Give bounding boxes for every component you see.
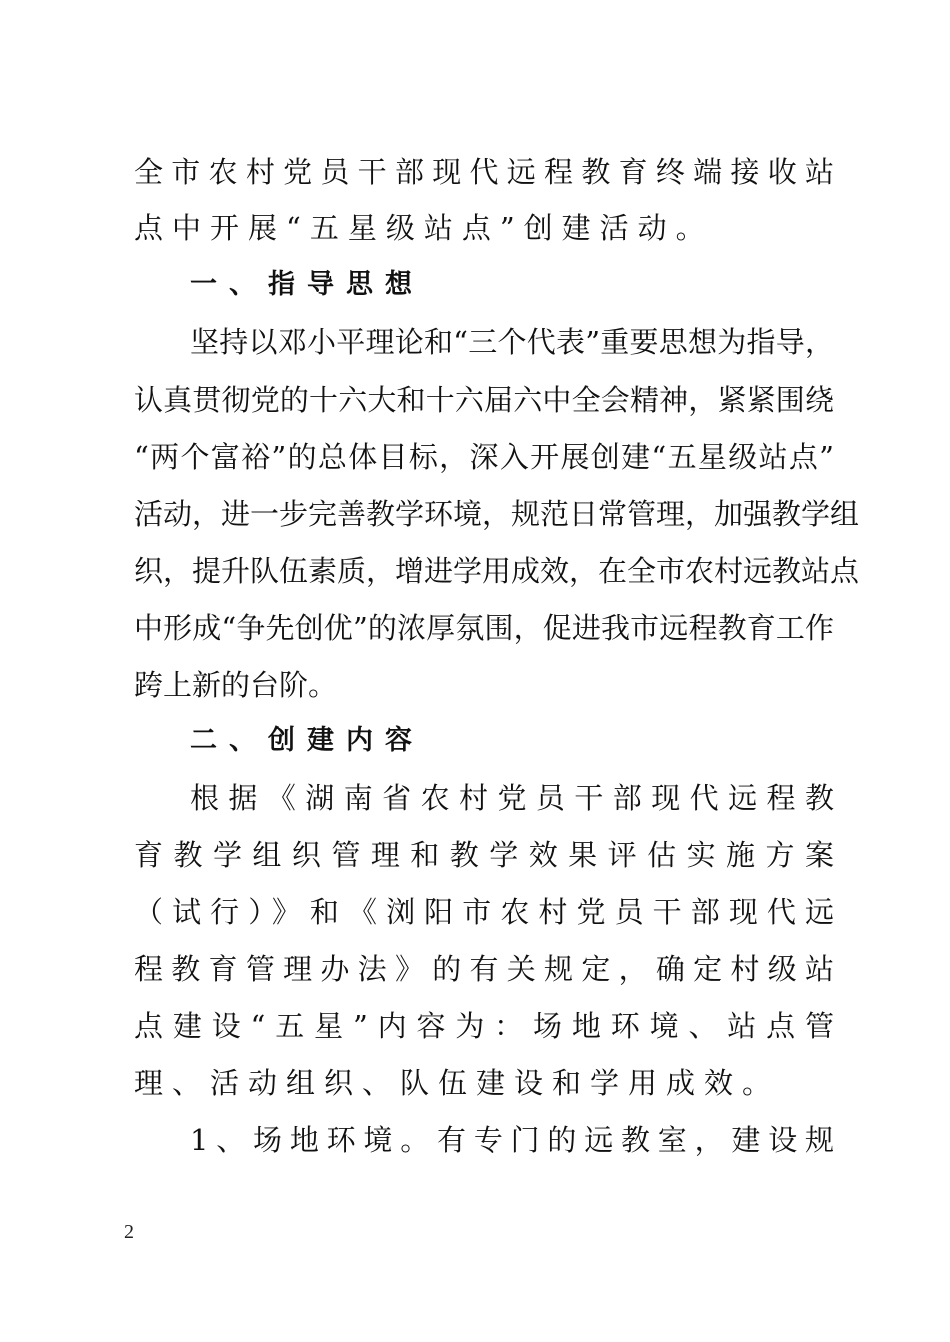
paragraph-line: 活动，进一步完善教学环境，规范日常管理，加强教学组 xyxy=(134,497,860,531)
paragraph-line: “两个富裕”的总体目标，深入开展创建“五星级站点” xyxy=(134,440,834,474)
paragraph-line: 育教学组织管理和教学效果评估实施方案 xyxy=(134,838,834,872)
paragraph-line: 认真贯彻党的十六大和十六届六中全会精神，紧紧围绕 xyxy=(134,383,834,417)
paragraph-line: 程教育管理办法》的有关规定，确定村级站 xyxy=(134,952,834,986)
paragraph-line: 全市农村党员干部现代远程教育终端接收站 xyxy=(134,155,834,189)
paragraph-line: 织，提升队伍素质，增进学用成效，在全市农村远教站点 xyxy=(134,554,860,588)
paragraph-line: 根据《湖南省农村党员干部现代远程教 xyxy=(190,781,834,815)
paragraph-line: 1、场地环境。有专门的远教室，建设规 xyxy=(190,1123,834,1157)
paragraph-line: （试行）》和《浏阳市农村党员干部现代远 xyxy=(134,895,834,929)
paragraph-line: 点中开展“五星级站点”创建活动。 xyxy=(134,211,714,245)
paragraph-line: 点建设“五星”内容为：场地环境、站点管 xyxy=(134,1009,834,1043)
paragraph-line: 理、活动组织、队伍建设和学用成效。 xyxy=(134,1066,781,1100)
page-number: 2 xyxy=(124,1221,134,1243)
paragraph-line: 中形成“争先创优”的浓厚氛围，促进我市远程教育工作 xyxy=(134,611,834,645)
paragraph-line: 坚持以邓小平理论和“三个代表”重要思想为指导， xyxy=(190,325,834,359)
section-heading: 二、创建内容 xyxy=(190,725,424,756)
section-heading: 一、指导思想 xyxy=(190,269,424,300)
paragraph-line: 跨上新的台阶。 xyxy=(134,668,338,702)
